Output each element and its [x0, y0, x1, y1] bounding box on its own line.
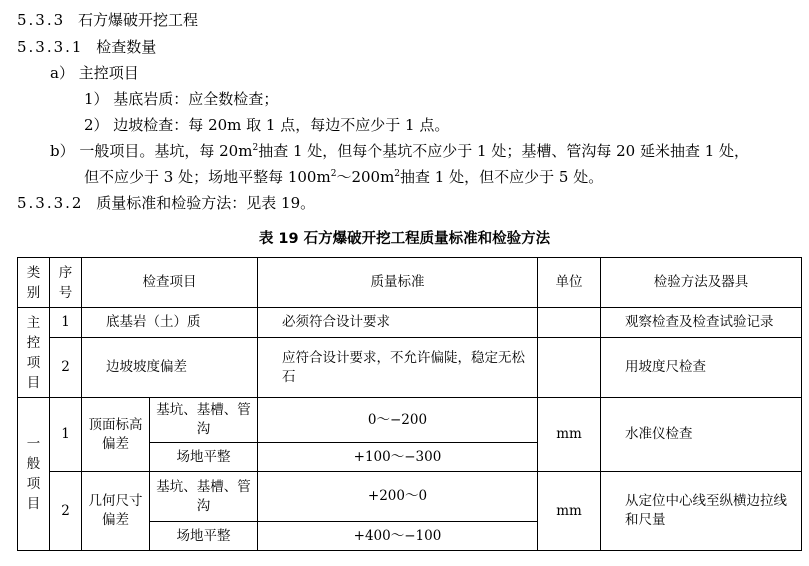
standard-cell: +100～−300: [258, 443, 538, 472]
table-row: [18, 308, 802, 338]
unit-cell: mm: [538, 398, 601, 472]
section-title: 检查数量: [96, 38, 157, 56]
method-cell: 水准仪检查: [601, 398, 802, 472]
table-row: [18, 338, 802, 398]
seq-cell: 1: [50, 398, 82, 472]
category-general: 一般项目: [18, 398, 50, 551]
category-main: 主控项目: [18, 308, 50, 398]
list-item-2: 2） 边坡检查：每 20m 取 1 点，每边不应少于 1 点。: [84, 116, 450, 134]
seq-cell: 2: [50, 338, 82, 398]
sub-item-cell: 基坑、基槽、管沟: [150, 398, 258, 443]
paragraph-text: ～200m: [336, 168, 395, 186]
seq-cell: 1: [50, 308, 82, 338]
unit-cell: mm: [538, 472, 601, 551]
list-item-a: a） 主控项目: [50, 64, 139, 82]
list-item-1: 1） 基底岩质：应全数检查；: [84, 90, 279, 108]
paragraph-text: 抽查 1 处，但每个基坑不应少于 1 处；基槽、管沟每 20 延米抽查 1 处，: [258, 142, 750, 160]
header-unit: 单位: [538, 258, 601, 308]
unit-cell: [538, 338, 601, 398]
section-heading-5-3-3-1: [17, 37, 156, 57]
header-category: 类别: [18, 258, 50, 308]
item-cell: 几何尺寸偏差: [82, 472, 150, 551]
table-row: [18, 398, 802, 443]
header-item: 检查项目: [82, 258, 258, 308]
paragraph-text: 抽查 1 处，但不应少于 5 处。: [400, 168, 604, 186]
section-title: 石方爆破开挖工程: [77, 11, 198, 29]
table-header-row: [18, 258, 802, 308]
list-item-b-continued: [84, 167, 603, 187]
table-row: [18, 472, 802, 522]
paragraph-text: 但不应少于 3 处；场地平整每 100m: [84, 168, 331, 186]
standard-cell: 必须符合设计要求: [258, 308, 538, 338]
table-caption: 表 19 石方爆破开挖工程质量标准和检验方法: [258, 231, 551, 247]
seq-cell: 2: [50, 472, 82, 551]
header-standard: 质量标准: [258, 258, 538, 308]
paragraph-text: b） 一般项目。基坑，每 20m: [50, 142, 253, 160]
superscript: 2: [330, 169, 337, 179]
list-item-b: [50, 141, 749, 161]
item-cell: 顶面标高偏差: [82, 398, 150, 472]
header-seq: 序号: [50, 258, 82, 308]
superscript: 2: [252, 143, 259, 153]
standard-cell: +400～−100: [258, 522, 538, 551]
sub-item-cell: 基坑、基槽、管沟: [150, 472, 258, 522]
section-number: 5.3.3.1: [17, 38, 84, 56]
standard-cell: 应符合设计要求，不允许偏陡，稳定无松石: [258, 338, 538, 398]
section-heading-5-3-3: [17, 10, 198, 30]
method-cell: 观察检查及检查试验记录: [601, 308, 802, 338]
section-number: 5.3.3: [17, 11, 66, 29]
item-cell: 边坡坡度偏差: [82, 338, 258, 398]
standard-cell: +200～0: [258, 472, 538, 522]
superscript: 2: [394, 169, 401, 179]
section-number: 5.3.3.2: [17, 194, 84, 212]
item-cell: 底基岩（土）质: [82, 308, 258, 338]
section-title: 质量标准和检验方法：见表 19。: [96, 194, 316, 212]
unit-cell: [538, 308, 601, 338]
header-method: 检验方法及器具: [601, 258, 802, 308]
method-cell: 从定位中心线至纵横边拉线和尺量: [601, 472, 802, 551]
sub-item-cell: 场地平整: [150, 443, 258, 472]
sub-item-cell: 场地平整: [150, 522, 258, 551]
method-cell: 用坡度尺检查: [601, 338, 802, 398]
section-heading-5-3-3-2: [17, 193, 315, 213]
quality-standard-table: [17, 257, 802, 551]
standard-cell: 0～−200: [258, 398, 538, 443]
